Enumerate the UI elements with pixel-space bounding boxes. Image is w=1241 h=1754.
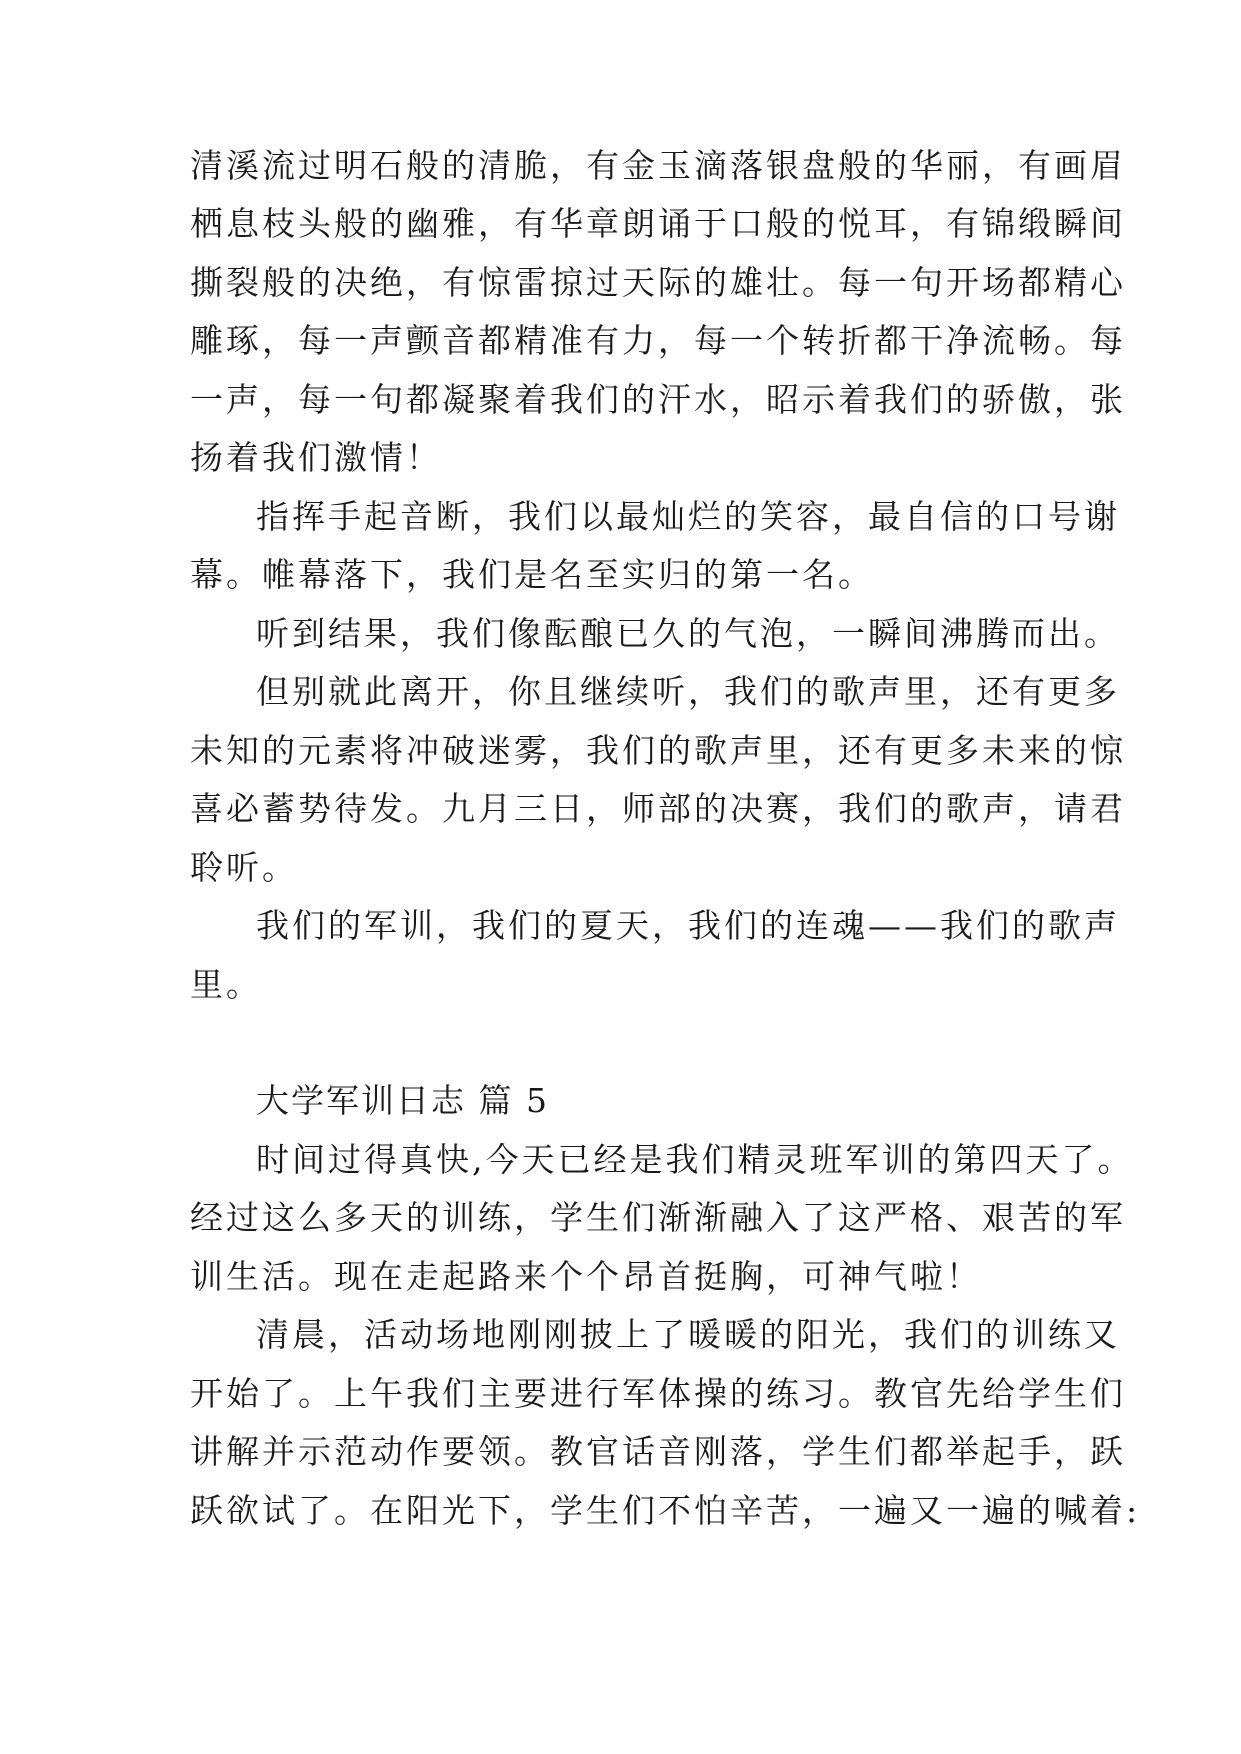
paragraph-line: 经过这么多天的训练，学生们渐渐融入了这严格、艰苦的军: [190, 1198, 1126, 1237]
paragraph-line: 清晨，活动场地刚刚披上了暖暖的阳光，我们的训练又: [256, 1315, 1120, 1354]
paragraph-line: 幕。帷幕落下，我们是名至实归的第一名。: [190, 555, 874, 594]
paragraph-line: 指挥手起音断，我们以最灿烂的笑容，最自信的口号谢: [256, 497, 1120, 536]
paragraph-line: 讲解并示范动作要领。教官话音刚落，学生们都举起手，跃: [190, 1432, 1126, 1471]
paragraph-line: 我们的军训，我们的夏天，我们的连魂——我们的歌声: [256, 906, 1120, 945]
paragraph-line: 栖息枝头般的幽雅，有华章朗诵于口般的悦耳，有锦缎瞬间: [190, 204, 1126, 243]
paragraph-line: 喜必蓄势待发。九月三日，师部的决赛，我们的歌声，请君: [190, 789, 1126, 828]
paragraph-line: 清溪流过明石般的清脆，有金玉滴落银盘般的华丽，有画眉: [190, 146, 1126, 185]
paragraph-line: 撕裂般的决绝，有惊雷掠过天际的雄壮。每一句开场都精心: [190, 263, 1126, 302]
paragraph-line: 聆听。: [190, 848, 298, 887]
paragraph-line: 听到结果，我们像酝酿已久的气泡，一瞬间沸腾而出。: [256, 614, 1120, 653]
section-heading: 大学军训日志 篇 5: [256, 1081, 549, 1120]
paragraph-line: 训生活。现在走起路来个个昂首挺胸，可神气啦！: [190, 1257, 982, 1296]
paragraph-line: 开始了。上午我们主要进行军体操的练习。教官先给学生们: [190, 1374, 1126, 1413]
paragraph-line: 一声，每一句都凝聚着我们的汗水，昭示着我们的骄傲，张: [190, 380, 1126, 419]
paragraph-line: 跃欲试了。在阳光下，学生们不怕辛苦，一遍又一遍的喊着:: [190, 1491, 1141, 1530]
paragraph-line: 未知的元素将冲破迷雾，我们的歌声里，还有更多未来的惊: [190, 731, 1126, 770]
paragraph-line: 雕琢，每一声颤音都精准有力，每一个转折都干净流畅。每: [190, 321, 1126, 360]
paragraph-line: 但别就此离开，你且继续听，我们的歌声里，还有更多: [256, 672, 1120, 711]
paragraph-line: 里。: [190, 965, 262, 1004]
paragraph-line: 扬着我们激情！: [190, 438, 442, 477]
paragraph-line: 时间过得真快,今天已经是我们精灵班军训的第四天了。: [256, 1140, 1134, 1179]
